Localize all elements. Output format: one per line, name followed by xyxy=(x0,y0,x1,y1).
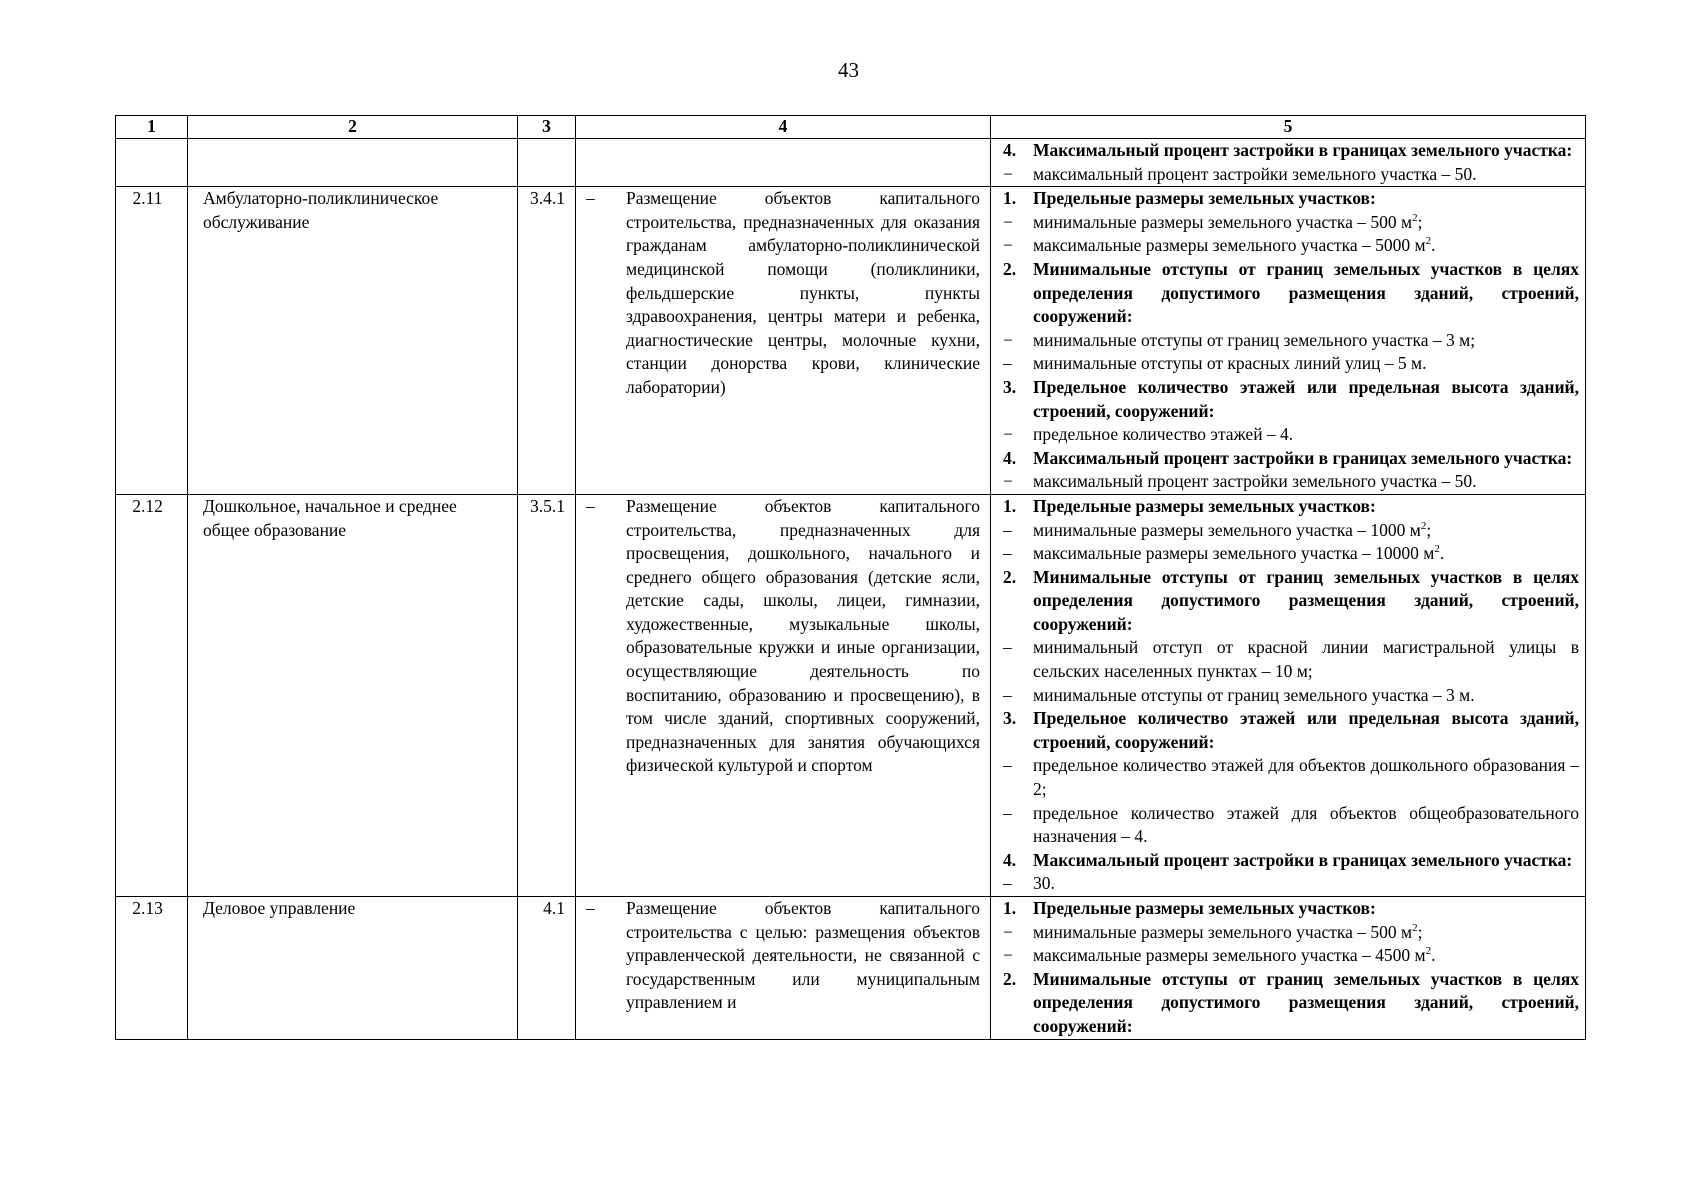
param-text xyxy=(1033,163,1579,187)
param-heading xyxy=(1003,376,1579,423)
table-header-row xyxy=(116,116,1586,139)
param-marker: 2. xyxy=(1003,258,1017,279)
zoning-table xyxy=(115,115,1586,1040)
cell-name xyxy=(188,139,518,187)
cell-params xyxy=(991,139,1586,187)
param-text xyxy=(1033,872,1579,896)
param-marker: − xyxy=(1003,921,1013,942)
param-text xyxy=(1033,636,1579,683)
param-text-tail: . xyxy=(1431,945,1436,966)
param-text-main: Предельное количество этажей или предельная высота зданий, строений, сооружений: xyxy=(1033,376,1579,421)
param-heading xyxy=(1003,447,1579,471)
param-item xyxy=(1003,684,1579,708)
param-item xyxy=(1003,423,1579,447)
param-text-main: предельное количество этажей – 4. xyxy=(1033,424,1294,445)
param-marker: – xyxy=(1003,637,1012,658)
param-text xyxy=(1033,187,1579,211)
param-text-main: Максимальный процент застройки в границах земельного участка: xyxy=(1033,849,1573,870)
param-marker: − xyxy=(1003,163,1013,184)
cell-description xyxy=(576,139,991,187)
params-list xyxy=(991,139,1585,186)
param-item xyxy=(1003,234,1579,258)
param-item xyxy=(1003,754,1579,801)
param-text-tail: ; xyxy=(1417,211,1423,232)
param-marker: − xyxy=(1003,424,1013,445)
param-marker: – xyxy=(1003,873,1012,894)
param-text-main: минимальные отступы от границ земельного участка – 3 м; xyxy=(1033,329,1476,350)
param-text-main: предельное количество этажей для объектов общеобразовательного назначения – 4. xyxy=(1033,802,1579,847)
param-text-main: максимальные размеры земельного участка – 4500 м xyxy=(1033,945,1426,966)
param-marker: − xyxy=(1003,329,1013,350)
superscript: 2 xyxy=(1412,921,1418,934)
param-text xyxy=(1033,376,1579,423)
param-text-main: 30. xyxy=(1033,873,1055,894)
cell-params xyxy=(991,897,1586,1040)
param-text xyxy=(1033,329,1579,353)
param-text xyxy=(1033,707,1579,754)
param-marker: 4. xyxy=(1003,849,1017,870)
cell-num xyxy=(116,139,188,187)
param-text xyxy=(1033,921,1579,945)
param-item xyxy=(1003,636,1579,683)
param-marker: 2. xyxy=(1003,566,1017,587)
param-marker: 3. xyxy=(1003,376,1017,397)
cell-num: 2.12 xyxy=(116,494,188,896)
param-text xyxy=(1033,211,1579,235)
param-text-main: минимальные отступы от красных линий улиц – 5 м. xyxy=(1033,353,1427,374)
description-text: Размещение объектов капитального строительства с целью: размещения объектов управленческой деятельности, не связанной с государственным или муниципальным управлением и xyxy=(626,898,980,1013)
param-text-main: минимальные отступы от границ земельного участка – 3 м. xyxy=(1033,684,1475,705)
superscript: 2 xyxy=(1420,519,1427,532)
param-text-main: минимальные размеры земельного участка – 1000 м xyxy=(1033,519,1421,540)
superscript: 2 xyxy=(1425,235,1432,248)
param-text-main: максимальный процент застройки земельного участка – 50. xyxy=(1033,471,1477,492)
cell-description xyxy=(576,187,991,495)
param-text xyxy=(1033,944,1579,968)
param-marker: 2. xyxy=(1003,968,1017,989)
cell-name: Деловое управление xyxy=(188,897,518,1040)
param-text-main: максимальные размеры земельного участка – 10000 м xyxy=(1033,543,1435,564)
param-marker: 4. xyxy=(1003,140,1017,160)
superscript: 2 xyxy=(1425,945,1432,958)
param-text xyxy=(1033,139,1579,163)
table-row xyxy=(116,187,1586,495)
param-heading xyxy=(1003,187,1579,211)
param-item xyxy=(1003,921,1579,945)
param-item xyxy=(1003,470,1579,494)
param-text xyxy=(1033,423,1579,447)
description-text: Размещение объектов капитального строительства, предназначенных для просвещения, дошкольного, начального и среднего общего образования (детские ясли, детские сады, школы, лицеи, гимназии, художественные, музыкальные школы, образовательные кружки и иные организации, осуществляющие деятельность по воспитанию, образованию и просвещению), в том числе зданий, спортивных сооружений, предназначенных для занятия обучающихся физической культурой и спортом xyxy=(626,495,980,776)
cell-code: 3.5.1 xyxy=(518,494,576,896)
param-marker: − xyxy=(1003,945,1013,966)
param-text xyxy=(1033,519,1579,543)
column-header-3: 3 xyxy=(518,116,576,139)
param-marker: 1. xyxy=(1003,495,1017,516)
param-text xyxy=(1033,447,1579,471)
param-text-main: Предельные размеры земельных участков: xyxy=(1033,898,1376,918)
param-marker: 3. xyxy=(1003,708,1017,729)
desc-dash: – xyxy=(586,188,595,209)
param-text xyxy=(1033,352,1579,376)
param-item xyxy=(1003,872,1579,896)
param-text-main: предельное количество этажей для объектов дошкольного образования – 2; xyxy=(1033,755,1579,800)
param-text-main: Максимальный процент застройки в границах земельного участка: xyxy=(1033,140,1573,160)
cell-description xyxy=(576,897,991,1040)
param-marker: – xyxy=(1003,353,1012,374)
param-text xyxy=(1033,802,1579,849)
param-item xyxy=(1003,802,1579,849)
param-item xyxy=(1003,329,1579,353)
param-text-main: максимальные размеры земельного участка – 5000 м xyxy=(1033,235,1426,256)
param-text-tail: . xyxy=(1439,543,1445,564)
param-text xyxy=(1033,684,1579,708)
param-text-main: минимальные размеры земельного участка – 500 м xyxy=(1033,921,1413,942)
params-list xyxy=(991,187,1585,494)
table-row xyxy=(116,897,1586,1040)
param-text-tail: ; xyxy=(1417,921,1423,942)
param-item xyxy=(1003,542,1579,566)
param-text-main: минимальный отступ от красной линии магистральной улицы в сельских населенных пунктах – 10 м; xyxy=(1033,637,1579,682)
param-marker: – xyxy=(1003,543,1012,564)
param-text xyxy=(1033,566,1579,637)
param-text-tail: ; xyxy=(1426,519,1432,540)
cell-num: 2.11 xyxy=(116,187,188,495)
param-marker: − xyxy=(1003,471,1013,492)
cell-description xyxy=(576,494,991,896)
column-header-4: 4 xyxy=(576,116,991,139)
param-text xyxy=(1033,495,1579,519)
param-heading xyxy=(1003,258,1579,329)
desc-dash: – xyxy=(586,898,595,918)
param-marker: 1. xyxy=(1003,898,1017,918)
param-item xyxy=(1003,163,1579,187)
cell-code: 3.4.1 xyxy=(518,187,576,495)
param-heading xyxy=(1003,707,1579,754)
column-header-5: 5 xyxy=(991,116,1586,139)
param-marker: – xyxy=(1003,755,1012,776)
column-header-1: 1 xyxy=(116,116,188,139)
param-text-main: Предельные размеры земельных участков: xyxy=(1033,188,1376,209)
superscript: 2 xyxy=(1434,543,1440,556)
column-header-2: 2 xyxy=(188,116,518,139)
param-text-main: Предельные размеры земельных участков: xyxy=(1033,495,1376,516)
param-marker: − xyxy=(1003,211,1013,232)
params-list xyxy=(991,897,1585,1039)
param-heading xyxy=(1003,495,1579,519)
param-text xyxy=(1033,258,1579,329)
param-text xyxy=(1033,470,1579,494)
cell-params xyxy=(991,494,1586,896)
param-text-main: Максимальный процент застройки в границах земельного участка: xyxy=(1033,447,1573,468)
params-list xyxy=(991,495,1585,896)
param-text xyxy=(1033,234,1579,258)
param-heading xyxy=(1003,849,1579,873)
desc-dash: – xyxy=(586,495,595,516)
param-text-main: максимальный процент застройки земельного участка – 50. xyxy=(1033,163,1477,184)
param-heading xyxy=(1003,139,1579,163)
cell-params xyxy=(991,187,1586,495)
param-text xyxy=(1033,542,1579,566)
param-item xyxy=(1003,352,1579,376)
param-text-tail: . xyxy=(1431,235,1436,256)
param-text-main: Минимальные отступы от границ земельных участков в целях определения допустимого размещения зданий, строений, сооружений: xyxy=(1033,968,1579,1036)
cell-code: 4.1 xyxy=(518,897,576,1040)
param-item xyxy=(1003,944,1579,968)
table-row xyxy=(116,494,1586,896)
cell-name: Амбулаторно-поликлиническое обслуживание xyxy=(188,187,518,495)
param-heading xyxy=(1003,968,1579,1039)
param-item xyxy=(1003,211,1579,235)
param-text xyxy=(1033,897,1579,921)
param-text-main: Минимальные отступы от границ земельных участков в целях определения допустимого размещения зданий, строений, сооружений: xyxy=(1033,258,1579,327)
superscript: 2 xyxy=(1412,211,1418,224)
param-item xyxy=(1003,519,1579,543)
param-marker: 1. xyxy=(1003,188,1017,209)
param-marker: – xyxy=(1003,519,1012,540)
continuation-row xyxy=(116,139,1586,187)
param-marker: − xyxy=(1003,235,1013,256)
param-marker: – xyxy=(1003,684,1012,705)
param-heading xyxy=(1003,566,1579,637)
page-number: 43 xyxy=(838,58,859,82)
param-text-main: минимальные размеры земельного участка – 500 м xyxy=(1033,211,1413,232)
param-marker: – xyxy=(1003,802,1012,823)
description-text: Размещение объектов капитального строительства, предназначенных для оказания гражданам амбулаторно-поликлинической медицинской помощи (поликлиники, фельдшерские пункты, пункты здравоохранения, центры матери и ребенка, диагностические центры, молочные кухни, станции донорства крови, клинические лаборатории) xyxy=(626,188,980,397)
param-text-main: Минимальные отступы от границ земельных участков в целях определения допустимого размещения зданий, строений, сооружений: xyxy=(1033,566,1579,634)
cell-num: 2.13 xyxy=(116,897,188,1040)
param-marker: 4. xyxy=(1003,447,1017,468)
cell-code xyxy=(518,139,576,187)
param-text xyxy=(1033,754,1579,801)
param-text-main: Предельное количество этажей или предельная высота зданий, строений, сооружений: xyxy=(1033,708,1579,752)
param-text xyxy=(1033,968,1579,1039)
param-text xyxy=(1033,849,1579,873)
param-heading xyxy=(1003,897,1579,921)
cell-name: Дошкольное, начальное и среднее общее образование xyxy=(188,494,518,896)
